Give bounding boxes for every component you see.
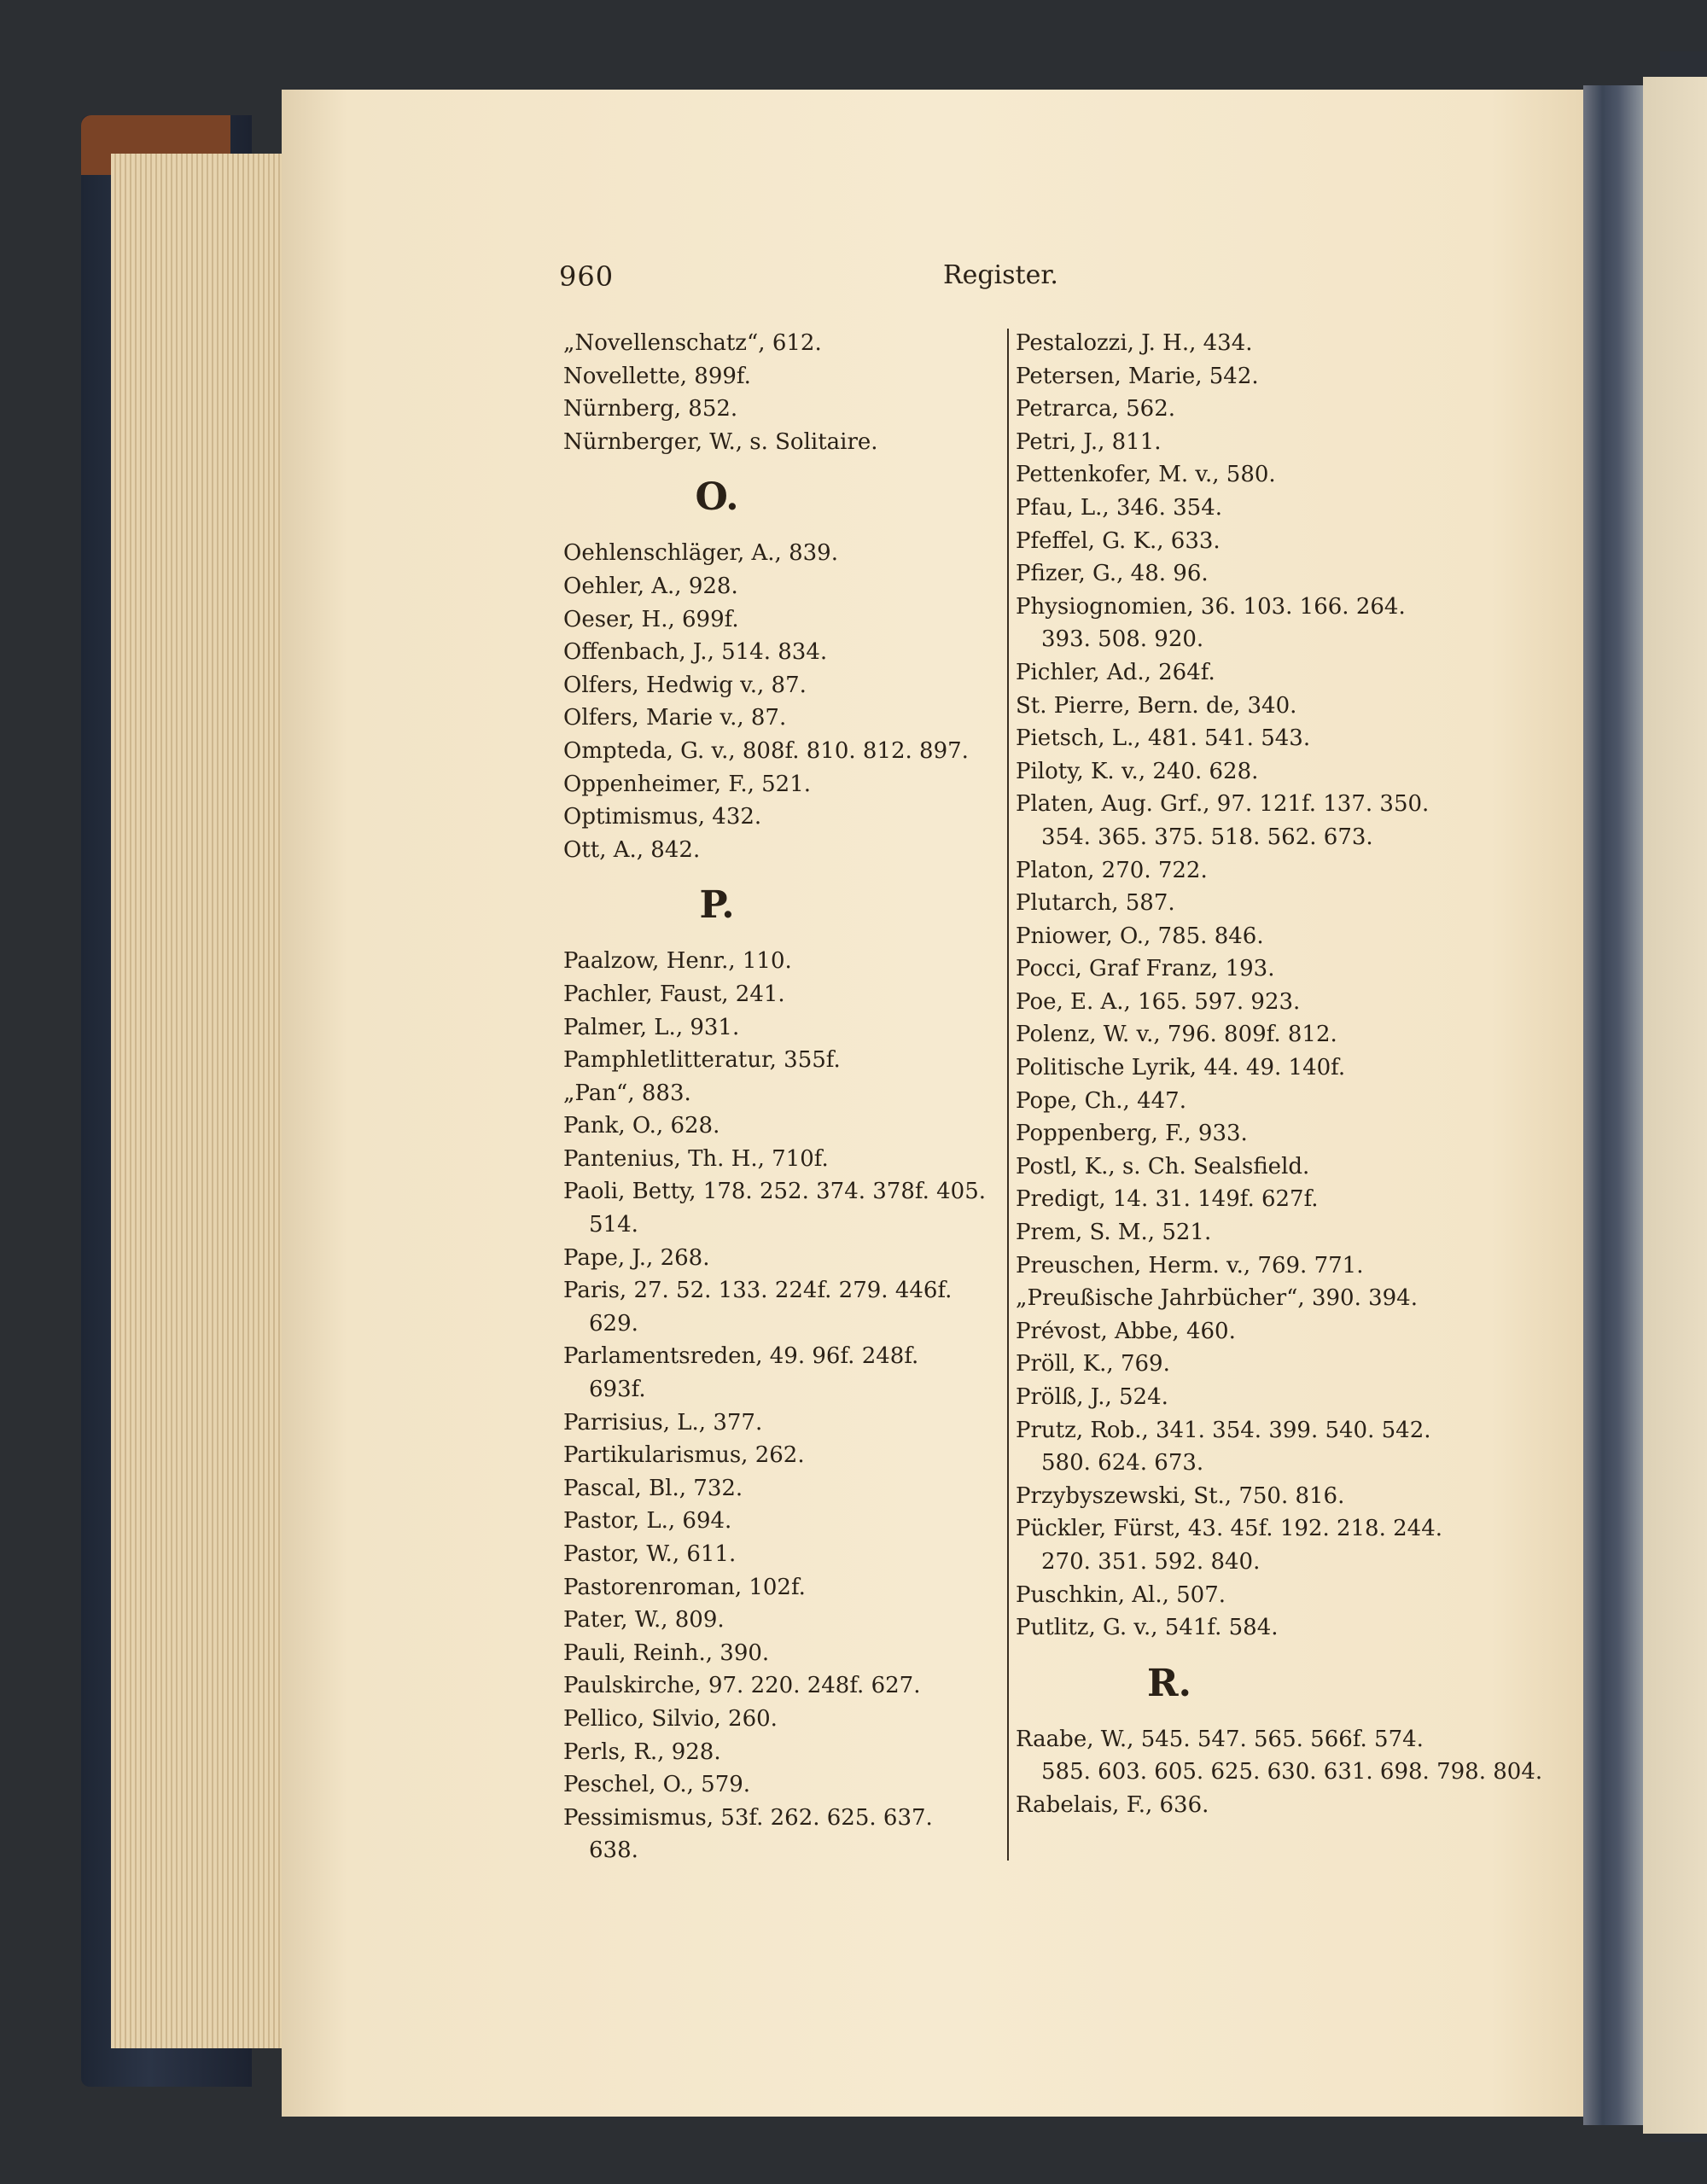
- facing-page-edge: [1643, 77, 1707, 2134]
- index-entry: [563, 1604, 999, 1637]
- index-entry: [563, 1768, 999, 1802]
- index-entry: [1016, 426, 1468, 459]
- index-entry: [563, 360, 999, 393]
- entry-text: Postl, K., s. Ch. Sealsfield.: [1016, 1153, 1310, 1179]
- index-entry: [563, 570, 999, 603]
- index-entry: [1016, 690, 1468, 723]
- entry-text: Prutz, Rob., 341. 354. 399. 540. 542.: [1016, 1417, 1431, 1443]
- index-entry: [563, 1637, 999, 1670]
- index-entry: [563, 1439, 999, 1472]
- entry-text: Przybyszewski, St., 750. 816.: [1016, 1482, 1345, 1509]
- entry-text: Nürnberg, 852.: [563, 396, 738, 422]
- entry-text: Offenbach, J., 514. 834.: [563, 639, 828, 666]
- entry-continuation: 585. 603. 605. 625. 630. 631. 698. 798. 804.: [1041, 1759, 1543, 1785]
- entry-continuation: 629.: [589, 1310, 638, 1337]
- entry-text: Pfizer, G., 48. 96.: [1016, 561, 1209, 587]
- entry-continuation: 354. 365. 375. 518. 562. 673.: [1041, 824, 1373, 850]
- index-entry: [563, 1077, 999, 1110]
- page-number: 960: [559, 260, 615, 293]
- index-entry: [1016, 492, 1468, 525]
- index-entry: [563, 1274, 999, 1340]
- entry-text: Petersen, Marie, 542.: [1016, 363, 1259, 389]
- book-gutter: [1583, 85, 1647, 2125]
- entry-text: Politische Lyrik, 44. 49. 140f.: [1016, 1055, 1346, 1081]
- entry-text: Petrarca, 562.: [1016, 396, 1176, 422]
- index-entry: [1016, 1789, 1468, 1822]
- entry-text: Oehler, A., 928.: [563, 573, 738, 599]
- index-entry: [563, 1143, 999, 1176]
- entry-text: Preuschen, Herm. v., 769. 771.: [1016, 1252, 1364, 1278]
- entry-text: Petri, J., 811.: [1016, 428, 1162, 455]
- entry-text: St. Pierre, Bern. de, 340.: [1016, 692, 1297, 719]
- index-entry: [1016, 722, 1468, 755]
- index-entry: [563, 1109, 999, 1143]
- index-entry: [563, 1736, 999, 1769]
- index-entry: [563, 1538, 999, 1571]
- index-entry: [1016, 887, 1468, 920]
- page-edges: [111, 154, 290, 2048]
- index-entry: [1016, 1512, 1468, 1578]
- entry-text: „Novellenschatz“, 612.: [563, 330, 822, 356]
- index-entry: [1016, 986, 1468, 1019]
- index-entry: [1016, 458, 1468, 492]
- index-entry: [1016, 656, 1468, 690]
- entry-text: Pank, O., 628.: [563, 1113, 720, 1139]
- entry-text: Putlitz, G. v., 541f. 584.: [1016, 1615, 1279, 1641]
- entry-text: Rabelais, F., 636.: [1016, 1791, 1209, 1818]
- entry-text: Pamphletlitteratur, 355f.: [563, 1047, 841, 1074]
- index-entry: [1016, 1579, 1468, 1612]
- index-entry: [1016, 557, 1468, 591]
- entry-text: Pachler, Faust, 241.: [563, 981, 785, 1007]
- index-entry: [563, 978, 999, 1011]
- index-entry: [1016, 1282, 1468, 1315]
- entry-text: Predigt, 14. 31. 149f. 627f.: [1016, 1186, 1319, 1213]
- entry-text: „Pan“, 883.: [563, 1080, 691, 1106]
- index-entry: [563, 1340, 999, 1406]
- entry-text: Pettenkofer, M. v., 580.: [1016, 462, 1276, 488]
- entry-text: Novellette, 899f.: [563, 363, 751, 389]
- entry-continuation: 638.: [589, 1837, 638, 1864]
- index-entry: [563, 393, 999, 426]
- entries-o: [563, 537, 999, 866]
- entry-text: Pastorenroman, 102f.: [563, 1574, 806, 1600]
- entry-text: Pietsch, L., 481. 541. 543.: [1016, 725, 1311, 752]
- index-entry: [1016, 1018, 1468, 1051]
- index-entry: [563, 636, 999, 669]
- index-entry: [563, 1505, 999, 1538]
- index-entry: [1016, 1117, 1468, 1150]
- entry-text: Pestalozzi, J. H., 434.: [1016, 330, 1253, 356]
- entry-text: Pellico, Silvio, 260.: [563, 1705, 778, 1732]
- entry-text: Olfers, Hedwig v., 87.: [563, 672, 807, 698]
- entry-text: Ompteda, G. v., 808f. 810. 812. 897.: [563, 737, 969, 764]
- entry-text: Perls, R., 928.: [563, 1738, 721, 1765]
- entry-text: Poppenberg, F., 933.: [1016, 1121, 1248, 1147]
- entry-text: Pröll, K., 769.: [1016, 1351, 1170, 1377]
- entry-continuation: 270. 351. 592. 840.: [1041, 1548, 1261, 1575]
- index-entry: [563, 945, 999, 978]
- index-entry: [1016, 1249, 1468, 1283]
- entry-text: „Preußische Jahrbücher“, 390. 394.: [1016, 1285, 1418, 1312]
- entry-text: Pastor, L., 694.: [563, 1508, 732, 1535]
- entry-text: Pauli, Reinh., 390.: [563, 1639, 770, 1666]
- entry-text: Paulskirche, 97. 220. 248f. 627.: [563, 1673, 921, 1699]
- entry-text: Paalzow, Henr., 110.: [563, 948, 792, 975]
- entry-text: Pfau, L., 346. 354.: [1016, 494, 1222, 521]
- index-entry: [563, 768, 999, 801]
- index-entry: [563, 1472, 999, 1506]
- entry-text: Optimismus, 432.: [563, 804, 762, 830]
- index-entry: [563, 1175, 999, 1241]
- entry-text: Ott, A., 842.: [563, 836, 701, 863]
- entry-text: Prem, S. M., 521.: [1016, 1220, 1212, 1246]
- column-divider: [1007, 329, 1009, 1861]
- entry-text: Pniower, O., 785. 846.: [1016, 923, 1264, 949]
- entry-text: Plutarch, 587.: [1016, 890, 1175, 917]
- entry-continuation: 393. 508. 920.: [1041, 626, 1204, 653]
- entry-text: Poe, E. A., 165. 597. 923.: [1016, 988, 1301, 1015]
- entry-text: Platon, 270. 722.: [1016, 857, 1208, 883]
- entry-continuation: 693f.: [589, 1377, 646, 1403]
- index-entry: [563, 1406, 999, 1440]
- entry-text: Pope, Ch., 447.: [1016, 1087, 1186, 1114]
- index-entry: [1016, 591, 1468, 656]
- index-entry: [563, 426, 999, 459]
- entry-text: Olfers, Marie v., 87.: [563, 705, 787, 731]
- index-entry: [563, 327, 999, 360]
- index-entry: [563, 1242, 999, 1275]
- entry-text: Polenz, W. v., 796. 809f. 812.: [1016, 1022, 1337, 1048]
- entry-text: Paris, 27. 52. 133. 224f. 279. 446f.: [563, 1278, 953, 1304]
- index-entry: [563, 1703, 999, 1736]
- entry-text: Partikularismus, 262.: [563, 1442, 805, 1469]
- entries-r: [1016, 1723, 1543, 1822]
- entries-n: [563, 327, 999, 458]
- index-entry: [1016, 327, 1468, 360]
- entry-text: Paoli, Betty, 178. 252. 374. 378f. 405.: [563, 1179, 987, 1205]
- index-entry: [1016, 1480, 1468, 1513]
- index-entry: [1016, 360, 1468, 393]
- entry-text: Pfeffel, G. K., 633.: [1016, 527, 1221, 554]
- index-entry: [563, 1011, 999, 1045]
- index-entry: [1016, 1051, 1468, 1085]
- entry-text: Raabe, W., 545. 547. 565. 566f. 574.: [1016, 1726, 1424, 1752]
- entry-text: Oehlenschläger, A., 839.: [563, 540, 838, 567]
- index-entry: [1016, 525, 1468, 558]
- entry-text: Pape, J., 268.: [563, 1244, 710, 1271]
- running-head: Register.: [943, 260, 1058, 290]
- index-entry: [1016, 1611, 1468, 1645]
- index-entry: [563, 537, 999, 570]
- index-entry: [563, 1669, 999, 1703]
- entry-text: Pückler, Fürst, 43. 45f. 192. 218. 244.: [1016, 1516, 1443, 1542]
- index-entry: [563, 801, 999, 834]
- index-entry: [1016, 1085, 1468, 1118]
- entry-text: Platen, Aug. Grf., 97. 121f. 137. 350.: [1016, 791, 1430, 818]
- index-entry: [1016, 1348, 1468, 1381]
- entry-text: Nürnberger, W., s. Solitaire.: [563, 428, 878, 455]
- entry-text: Parrisius, L., 377.: [563, 1409, 763, 1436]
- entry-text: Oeser, H., 699f.: [563, 606, 739, 632]
- index-entry: [563, 1802, 999, 1867]
- index-entry: [1016, 393, 1468, 426]
- section-letter-o: O.: [695, 475, 739, 520]
- entry-continuation: 514.: [589, 1212, 638, 1238]
- entry-text: Pater, W., 809.: [563, 1607, 725, 1634]
- entry-text: Pastor, W., 611.: [563, 1541, 737, 1567]
- entry-text: Pantenius, Th. H., 710f.: [563, 1145, 829, 1172]
- index-entry: [1016, 1381, 1468, 1414]
- index-entry: [563, 735, 999, 768]
- entry-text: Puschkin, Al., 507.: [1016, 1581, 1226, 1608]
- index-entry: [563, 834, 999, 867]
- entry-text: Peschel, O., 579.: [563, 1772, 751, 1798]
- entry-text: Parlamentsreden, 49. 96f. 248f.: [563, 1343, 919, 1370]
- entry-text: Pessimismus, 53f. 262. 625. 637.: [563, 1804, 933, 1831]
- entry-continuation: 580. 624. 673.: [1041, 1450, 1204, 1476]
- index-entry: [1016, 755, 1468, 789]
- entry-text: Piloty, K. v., 240. 628.: [1016, 758, 1259, 784]
- entry-text: Pocci, Graf Franz, 193.: [1016, 956, 1275, 982]
- entries-p-right: [1016, 327, 1468, 1645]
- index-entry: [563, 1044, 999, 1077]
- index-entry: [563, 702, 999, 735]
- index-entry: [1016, 1315, 1468, 1348]
- index-entry: [563, 669, 999, 702]
- section-letter-p: P.: [699, 883, 735, 928]
- index-entry: [563, 603, 999, 637]
- index-entry: [1016, 1723, 1543, 1789]
- index-entry: [1016, 1216, 1468, 1249]
- entry-text: Physiognomien, 36. 103. 166. 264.: [1016, 593, 1406, 620]
- index-entry: [1016, 1414, 1468, 1480]
- entry-text: Palmer, L., 931.: [563, 1014, 740, 1040]
- index-entry: [1016, 920, 1468, 953]
- index-entry: [563, 1571, 999, 1605]
- entry-text: Prévost, Abbe, 460.: [1016, 1318, 1236, 1344]
- section-letter-r: R.: [1147, 1661, 1191, 1705]
- index-entry: [1016, 788, 1468, 853]
- index-entry: [1016, 1183, 1468, 1216]
- index-entry: [1016, 1150, 1468, 1184]
- entry-text: Prölß, J., 524.: [1016, 1384, 1168, 1410]
- right-column: [1016, 327, 1543, 1822]
- left-column: [563, 327, 999, 1867]
- entry-text: Pichler, Ad., 264f.: [1016, 659, 1215, 685]
- entry-text: Pascal, Bl., 732.: [563, 1475, 743, 1501]
- index-entry: [1016, 854, 1468, 888]
- entry-text: Oppenheimer, F., 521.: [563, 771, 811, 797]
- index-entry: [1016, 952, 1468, 986]
- entries-p-left: [563, 945, 999, 1867]
